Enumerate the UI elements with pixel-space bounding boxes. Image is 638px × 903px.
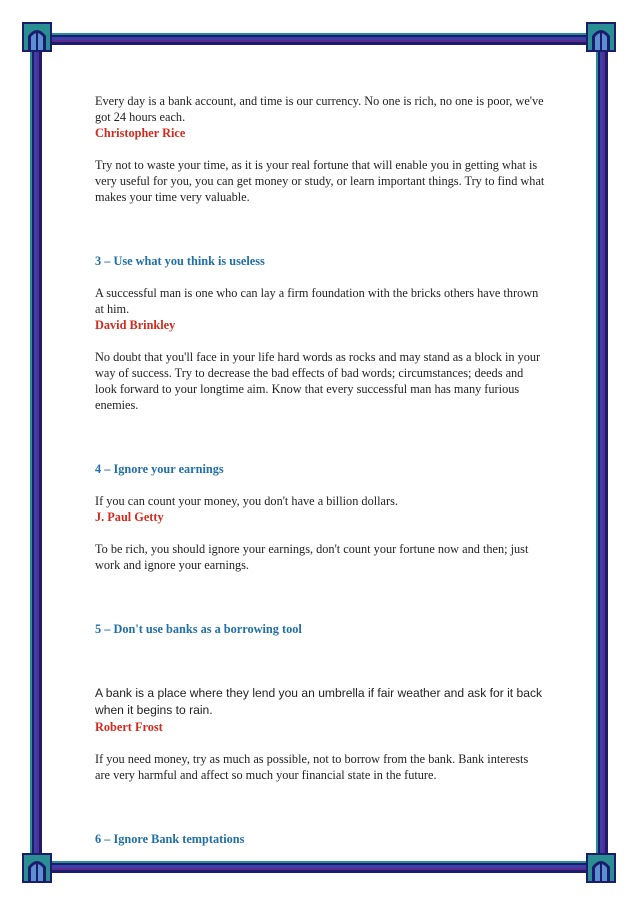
corner-arch-icon	[586, 853, 616, 883]
section-5-heading: 5 – Don't use banks as a borrowing tool	[95, 622, 302, 636]
section-5-author: Robert Frost	[95, 720, 163, 734]
corner-arch-icon	[22, 22, 52, 52]
intro-quote-author: Christopher Rice	[95, 126, 186, 140]
section-4-quote: If you can count your money, you don't have a billion dollars.	[95, 494, 398, 508]
section-3-author: David Brinkley	[95, 318, 176, 332]
page-border-bottom	[22, 861, 616, 873]
page-border-left	[30, 22, 42, 881]
section-4-author: J. Paul Getty	[95, 510, 164, 524]
section-4-body: To be rich, you should ignore your earnings, don't count your fortune now and then; just work and ignore your earnings.	[95, 542, 529, 572]
corner-arch-icon	[22, 853, 52, 883]
section-3-quote: A successful man is one who can lay a firm foundation with the bricks others have thrown at him.	[95, 286, 539, 316]
page-border-top	[22, 33, 616, 45]
corner-arch-icon	[586, 22, 616, 52]
section-5-body: If you need money, try as much as possible, not to borrow from the bank. Bank interests are very harmful and affect so much your financial state in the future.	[95, 752, 529, 782]
page-border-right	[596, 22, 608, 881]
document-body	[95, 93, 545, 847]
section-5-quote: A bank is a place where they lend you an umbrella if fair weather and ask for it back when it begins to rain.	[95, 686, 543, 717]
section-4-heading: 4 – Ignore your earnings	[95, 462, 224, 476]
section-3-heading: 3 – Use what you think is useless	[95, 254, 265, 268]
intro-body: Try not to waste your time, as it is your real fortune that will enable you in getting what is very useful for you, you can get money or study, or learn important things. Try to find what makes your time very valuable.	[95, 158, 545, 204]
section-6-heading: 6 – Ignore Bank temptations	[95, 832, 245, 846]
intro-quote: Every day is a bank account, and time is our currency. No one is rich, no one is poor, we've got 24 hours each.	[95, 94, 544, 124]
section-3-body: No doubt that you'll face in your life hard words as rocks and may stand as a block in your way of success. Try to decrease the bad effects of bad words; circumstances; deeds and look forward to your longtime aim. Know that every successful man has many furious enemies.	[95, 350, 541, 412]
